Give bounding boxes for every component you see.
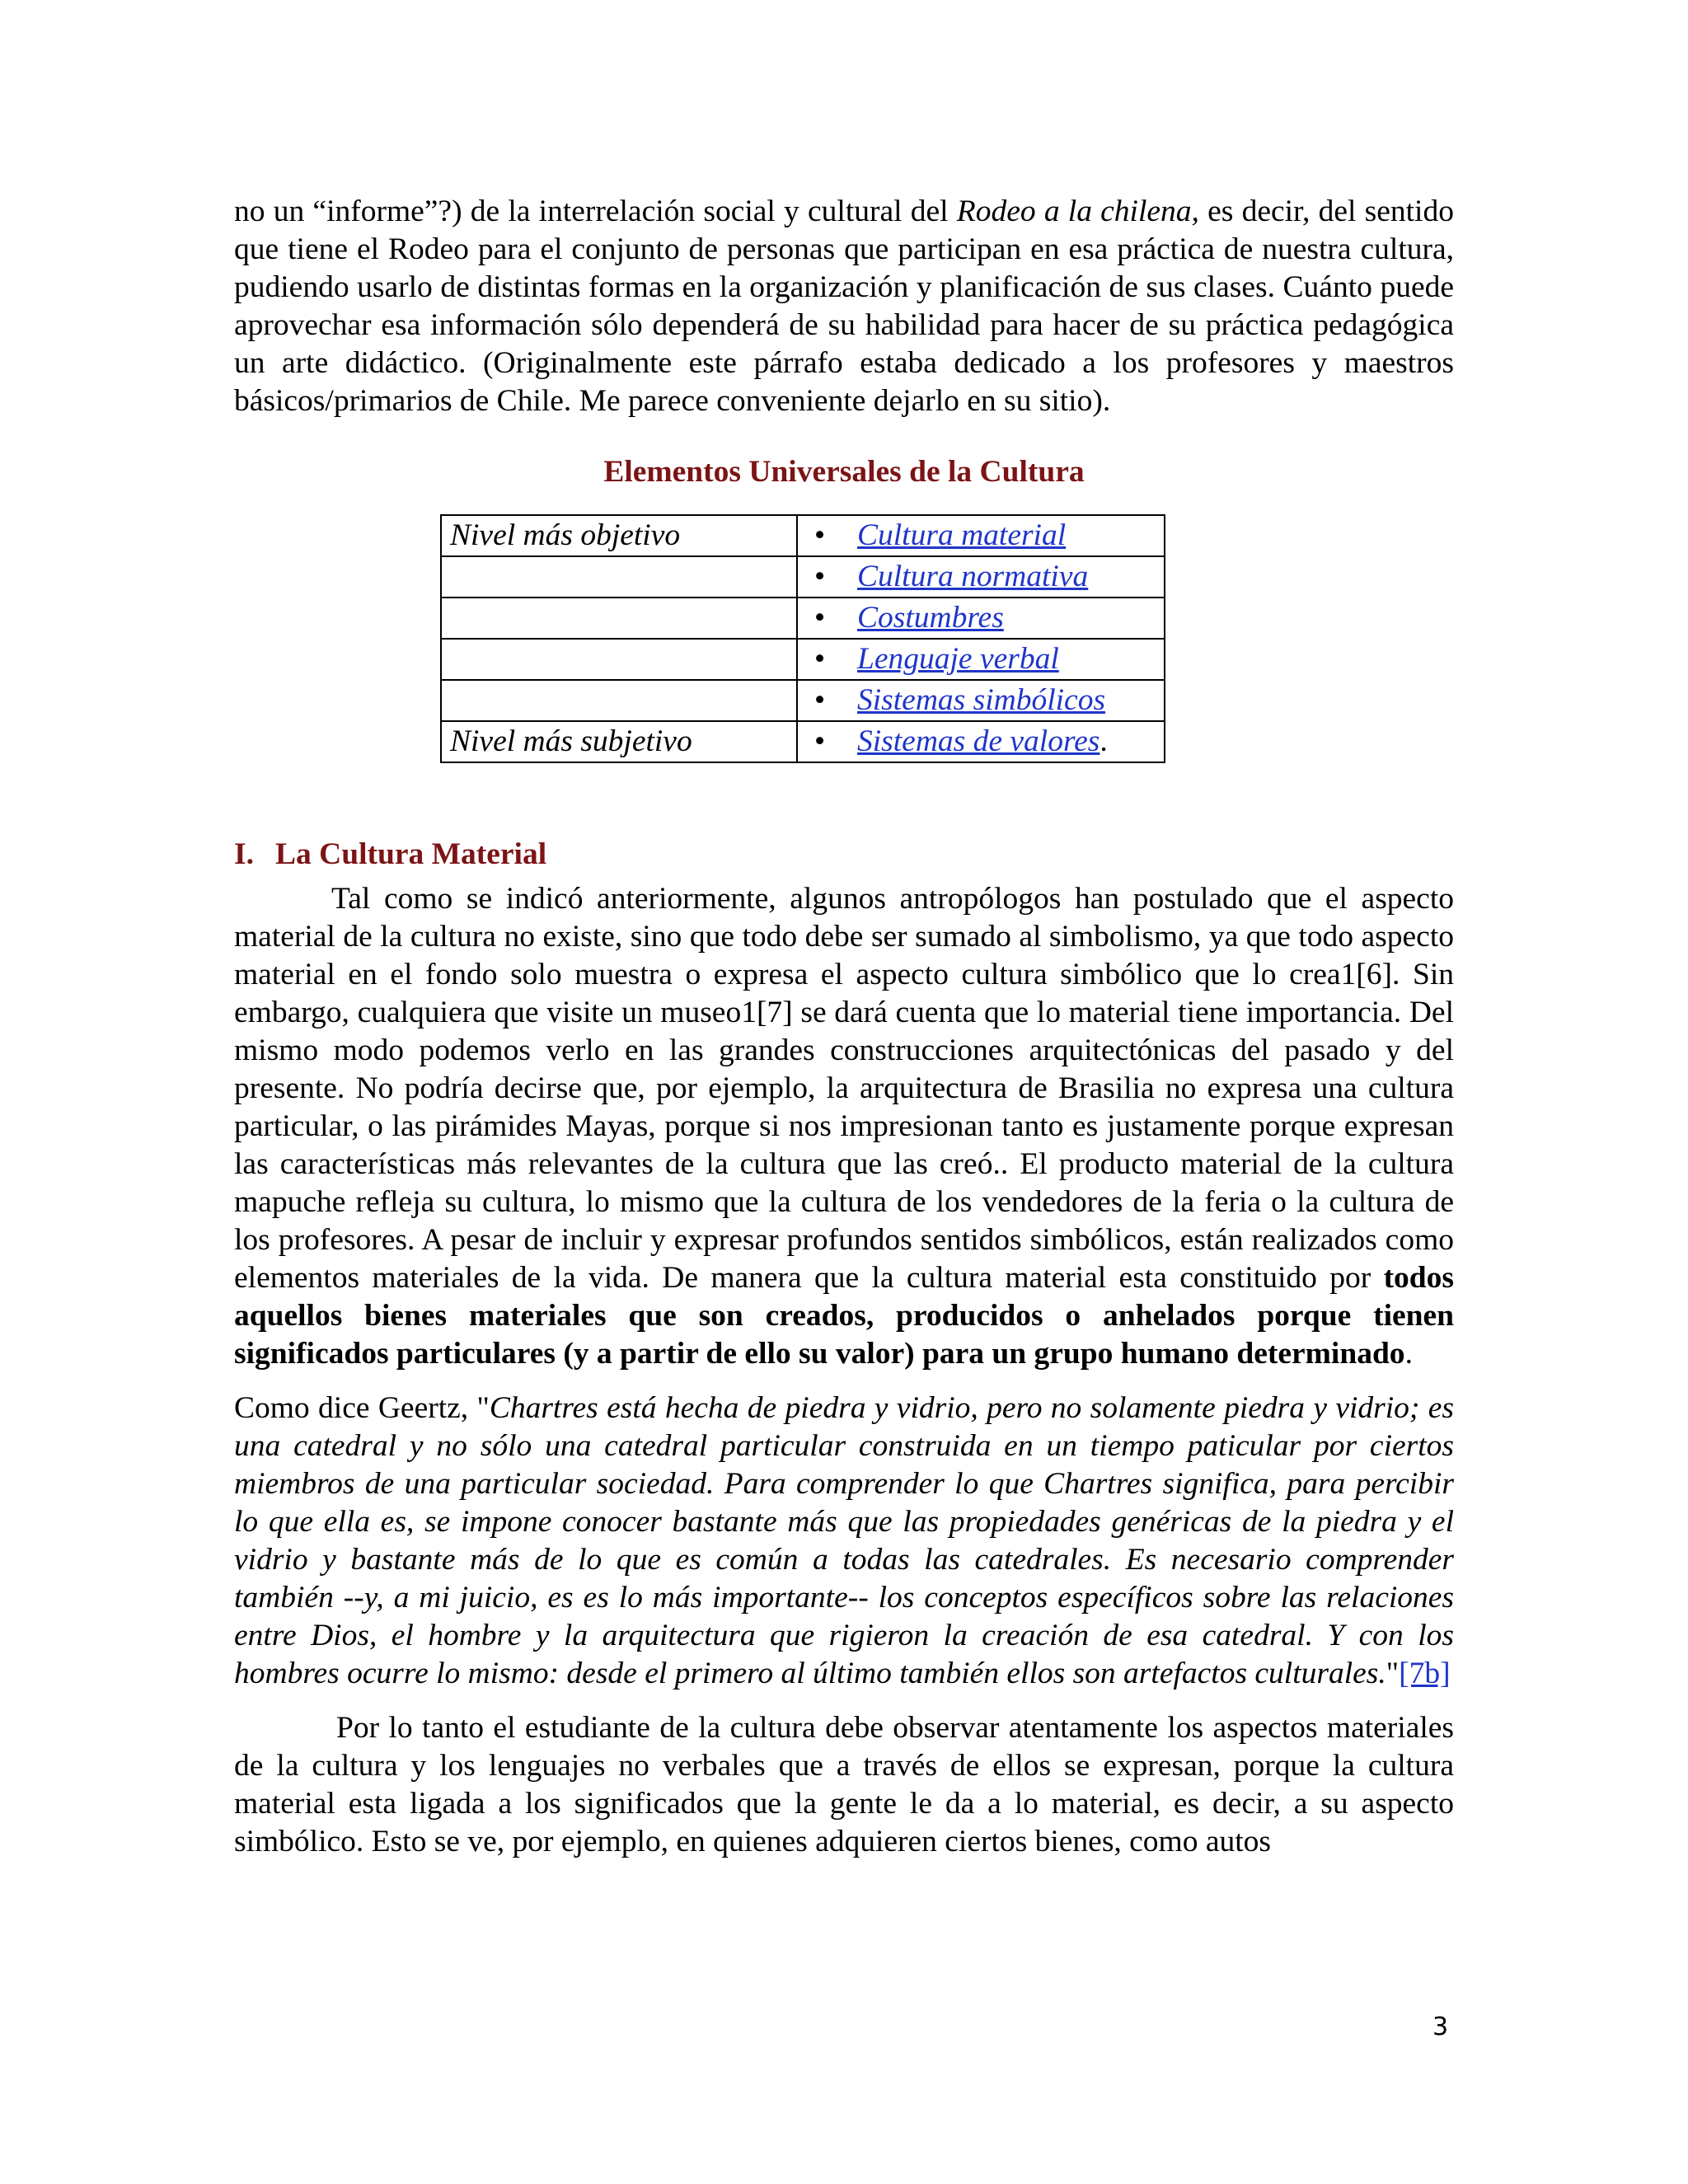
table-row xyxy=(441,598,1165,639)
level-cell xyxy=(441,680,797,721)
intro-paragraph xyxy=(234,193,1454,420)
link-cultura-material[interactable]: Cultura material xyxy=(857,518,1067,552)
item-suffix: . xyxy=(1100,724,1108,758)
footnote-link-7b[interactable]: [7b] xyxy=(1399,1657,1451,1690)
bullet-icon: • xyxy=(814,683,826,717)
level-cell xyxy=(441,556,797,598)
table-row xyxy=(441,515,1165,556)
table-row xyxy=(441,721,1165,762)
bold-definition: todos aquellos bienes materiales que son creados, producidos o anhelados porque tienen significados particulares (y a partir de ello su valor) para un grupo humano determinado xyxy=(234,1261,1454,1371)
intro-text-2: es decir, del sentido que tiene el Rodeo para el conjunto de personas que participan en esa práctica de nuestra cultura, pudiendo usarlo de distintas formas en la organización y planificación de sus clases. Cuánto puede aprovechar esa información sólo dependerá de su habilidad para hacer de su práctica pedagógica un arte didáctico. (Originalmente este párrafo estaba dedicado a los profesores y maestros básicos/primarios de Chile. Me parece conveniente dejarlo en su sitio). xyxy=(234,194,1454,418)
link-costumbres[interactable]: Costumbres xyxy=(857,601,1004,635)
document-body xyxy=(234,193,1454,1861)
paragraph-end: . xyxy=(1404,1337,1413,1371)
bullet-icon: • xyxy=(814,642,826,676)
paragraph-text: Tal como se indicó anteriormente, algunos antropólogos han postulado que el aspecto material de la cultura no existe, sino que todo debe ser sumado al simbolismo, ya que todo aspecto material en el fondo solo muestra o expresa el aspecto cultura simbólico que lo crea1[6]. Sin embargo, cualquiera que visite un museo1[7] se dará cuenta que lo material tiene importancia. Del mismo modo podemos verlo en las grandes construcciones arquitectónicas del pasado y del presente. No podría decirse que, por ejemplo, la arquitectura de Brasilia no expresa una cultura particular, o las pirámides Mayas, porque si nos impresionan tanto es justamente porque expresan las características más relevantes de la cultura que las creó.. El producto material de la cultura mapuche refleja su cultura, lo mismo que la cultura de los vendedores de la feria o la cultura de los profesores. A pesar de incluir y expresar profundos sentidos simbólicos, están realizados como elementos materiales de la vida. De manera que la cultura material esta constituido por xyxy=(234,882,1454,1295)
culture-elements-table xyxy=(440,514,1165,763)
item-cell xyxy=(797,639,1165,680)
table-row xyxy=(441,556,1165,598)
paragraph-text: Por lo tanto el estudiante de la cultura debe observar atentamente los aspectos materiales de la cultura y los lenguajes no verbales que a través de ellos se expresan, porque la cultura material esta ligada a los significados que la gente le da a lo material, es decir, a su aspecto simbólico. Esto se ve, por ejemplo, en quienes adquieren ciertos bienes, como autos xyxy=(234,1711,1454,1858)
table-row xyxy=(441,639,1165,680)
paragraph-geertz-quote xyxy=(234,1390,1454,1693)
item-cell xyxy=(797,515,1165,556)
link-lenguaje-verbal[interactable]: Lenguaje verbal xyxy=(857,642,1059,676)
bullet-icon: • xyxy=(814,724,826,758)
table-title: Elementos Universales de la Cultura xyxy=(603,455,1085,489)
item-cell xyxy=(797,598,1165,639)
intro-italic-rodeo: Rodeo a la chilena, xyxy=(956,194,1199,228)
section-title: La Cultura Material xyxy=(275,837,547,871)
quote-lead: Como dice Geertz, " xyxy=(234,1391,490,1425)
section-number: I. xyxy=(234,837,254,871)
paragraph-cultura-material xyxy=(234,880,1454,1373)
link-sistemas-de-valores[interactable]: Sistemas de valores xyxy=(857,724,1100,758)
section-heading xyxy=(234,836,1454,874)
level-cell: Nivel más objetivo xyxy=(441,515,797,556)
quote-close: " xyxy=(1386,1657,1400,1690)
level-cell: Nivel más subjetivo xyxy=(441,721,797,762)
link-cultura-normativa[interactable]: Cultura normativa xyxy=(857,560,1089,593)
bullet-icon: • xyxy=(814,560,826,593)
intro-text-1: no un “informe”?) de la interrelación social y cultural del xyxy=(234,194,957,228)
level-cell xyxy=(441,598,797,639)
item-cell xyxy=(797,556,1165,598)
item-cell xyxy=(797,721,1165,762)
table-row xyxy=(441,680,1165,721)
bullet-icon: • xyxy=(814,518,826,552)
level-cell xyxy=(441,639,797,680)
paragraph-estudiante xyxy=(234,1709,1454,1861)
bullet-icon: • xyxy=(814,601,826,635)
item-cell xyxy=(797,680,1165,721)
quote-text: Chartres está hecha de piedra y vidrio, pero no solamente piedra y vidrio; es una catedral y no sólo una catedral particular construida en un tiempo paticular por ciertos miembros de una particular sociedad. Para comprender lo que Chartres significa, para percibir lo que ella es, se impone conocer bastante más que las propiedades genéricas de la piedra y el vidrio y bastante más de lo que es común a todas las catedrales. Es necesario comprender también --y, a mi juicio, es es lo más importante-- los conceptos específicos sobre las relaciones entre Dios, el hombre y la arquitectura que rigieron la creación de esa catedral. Y con los hombres ocurre lo mismo: desde el primero al último también ellos son artefactos culturales. xyxy=(234,1391,1454,1690)
page-number: 3 xyxy=(1432,2013,1449,2041)
link-sistemas-simbolicos[interactable]: Sistemas simbólicos xyxy=(857,683,1106,717)
